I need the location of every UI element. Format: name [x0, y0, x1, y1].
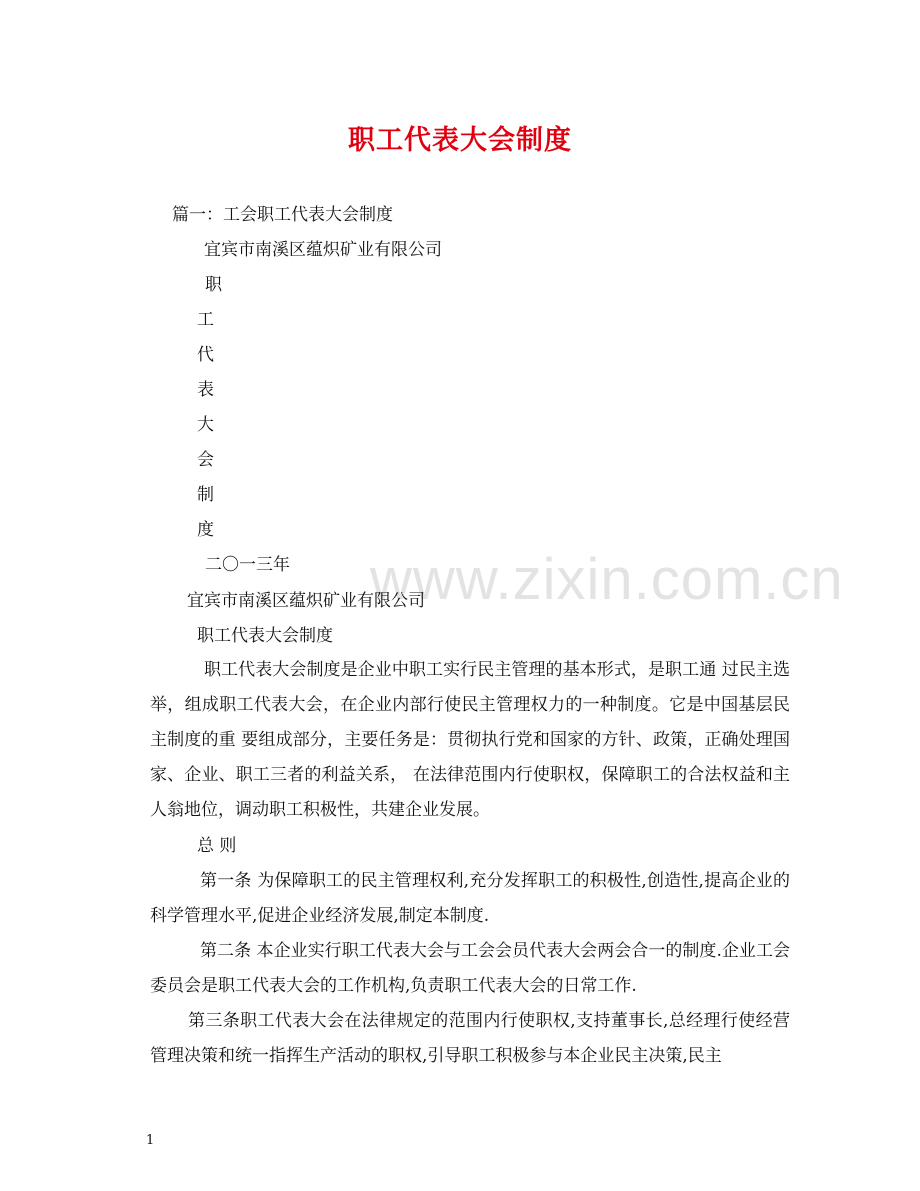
company-name-2: 宜宾市南溪区蕴炽矿业有限公司 [187, 591, 425, 611]
vertical-char: 工 [197, 310, 214, 330]
vertical-char: 代 [197, 345, 214, 365]
vertical-char: 制 [197, 485, 214, 505]
company-name-1: 宜宾市南溪区蕴炽矿业有限公司 [204, 240, 442, 260]
heading-1: 篇一：工会职工代表大会制度 [172, 205, 393, 225]
vertical-char: 会 [197, 450, 214, 470]
vertical-char: 表 [197, 380, 214, 400]
article-2: 第二条 本企业实行职工代表大会与工会会员代表大会两会合一的制度.企业工会委员会是职工代表大会的工作机构,负责职工代表大会的日常工作. [150, 941, 790, 996]
watermark: www.zixin.com.cn [370, 547, 844, 612]
intro-paragraph: 职工代表大会制度是企业中职工实行民主管理的基本形式，是职工通 过民主选举，组成职工代表大会，在企业内部行使民主管理权力的一种制度。它是中国基层民主制度的重 要组成部分，主要任务是：贯彻执行党和国家的方针、政策，正确处理国家、企业、职工三者的利益关系， 在法律范围内行使职权，保障职工的合法权益和主人翁地位，调动职工积极性，共建企业发展。 [150, 660, 790, 820]
article-1: 第一条 为保障职工的民主管理权利,充分发挥职工的积极性,创造性,提高企业的科学管理水平,促进企业经济发展,制定本制度. [150, 871, 790, 926]
document-title: 职工代表大会制度 [348, 125, 572, 156]
page-number: 1 [146, 1133, 155, 1148]
article-3: 第三条职工代表大会在法律规定的范围内行使职权,支持董事长,总经理行使经营管理决策和统一指挥生产活动的职权,引导职工积极参与本企业民主决策,民主 [150, 1011, 790, 1066]
subtitle: 职工代表大会制度 [197, 626, 333, 646]
vertical-char: 度 [197, 520, 214, 540]
vertical-char: 大 [197, 415, 214, 435]
year-line: 二〇一三年 [205, 555, 290, 575]
vertical-char: 职 [205, 275, 222, 295]
section-heading: 总 则 [197, 836, 237, 856]
